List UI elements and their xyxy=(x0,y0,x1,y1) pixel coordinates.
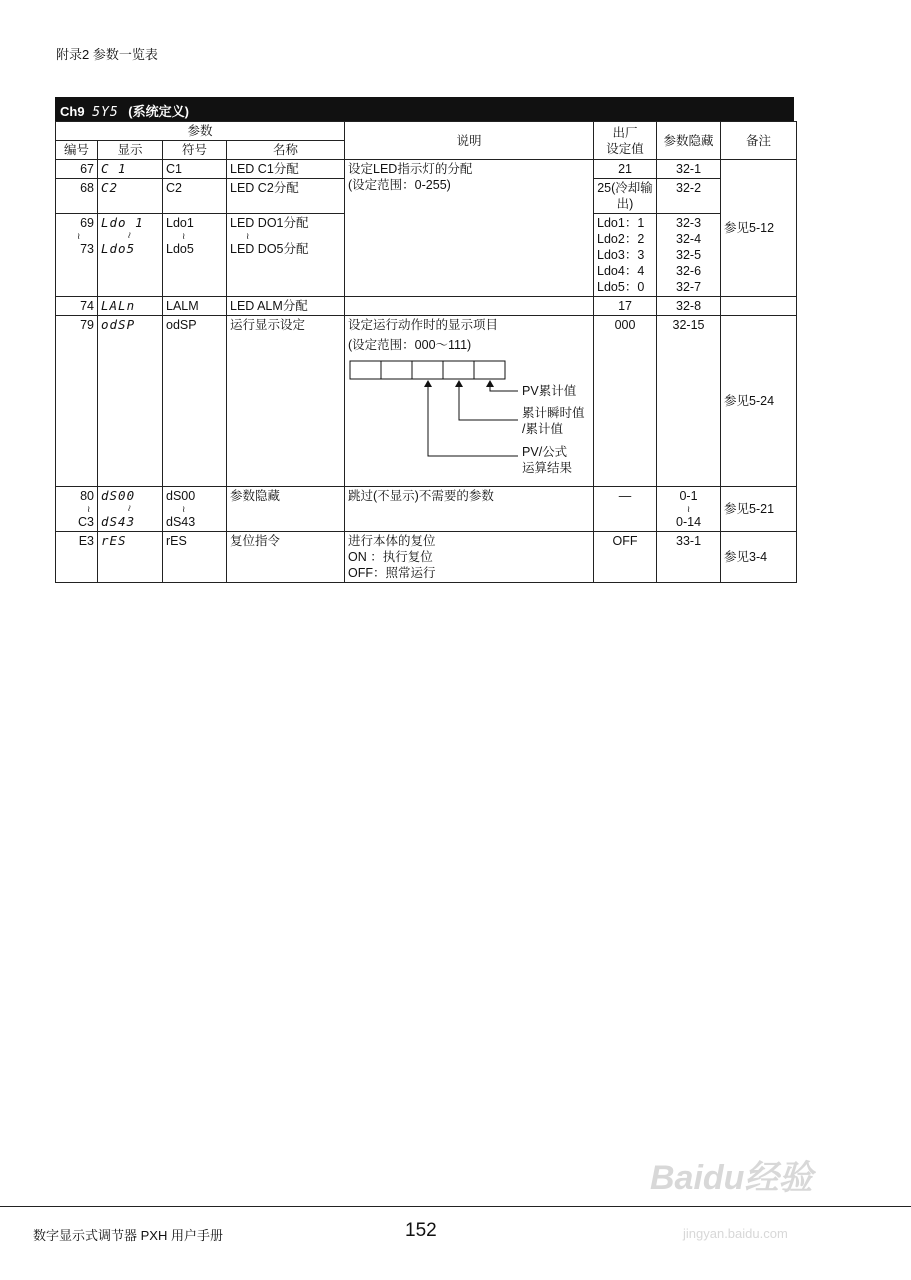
row-number: 68 xyxy=(56,179,98,214)
row-display: rES xyxy=(98,532,163,583)
row-hidden: 32-1 xyxy=(657,160,721,179)
col-default-header xyxy=(594,122,657,160)
row-number-end: 73 xyxy=(80,242,94,256)
range-tilde: ≀ xyxy=(686,504,691,514)
row-symbol xyxy=(163,214,227,297)
row-number: 74 xyxy=(56,297,98,316)
row-description xyxy=(345,532,594,583)
col-name-header: 名称 xyxy=(227,141,345,160)
odsp-desc-line2: (设定范围：000～111) xyxy=(348,338,472,352)
row-default: 21 xyxy=(594,160,657,179)
row-number xyxy=(56,214,98,297)
table-row xyxy=(56,316,797,487)
row-description: 跳过(不显示)不需要的参数 xyxy=(345,487,594,532)
row-hidden xyxy=(657,487,721,532)
row-symbol: rES xyxy=(163,532,227,583)
ldo-default: Ldo1：1 xyxy=(597,216,645,230)
row-hidden: 33-1 xyxy=(657,532,721,583)
table-row xyxy=(56,532,797,583)
table-row xyxy=(56,297,797,316)
chapter-title-bar xyxy=(55,97,794,121)
row-hidden: 32-8 xyxy=(657,297,721,316)
table-header-row-1 xyxy=(56,122,797,141)
row-symbol: C1 xyxy=(163,160,227,179)
range-tilde: ≀ xyxy=(246,231,250,241)
row-default xyxy=(594,214,657,297)
row-hidden-start: 0-1 xyxy=(679,489,698,503)
row-name: 复位指令 xyxy=(227,532,345,583)
row-name: LED C1分配 xyxy=(227,160,345,179)
ldo-hidden: 32-4 xyxy=(676,232,702,246)
row-display: C2 xyxy=(98,179,163,214)
range-tilde: ≀ xyxy=(182,231,186,241)
row-number-start: 80 xyxy=(80,489,94,503)
row-display-start: dS00 xyxy=(101,488,136,503)
row-symbol-end: dS43 xyxy=(166,515,196,529)
ldo-hidden: 32-3 xyxy=(676,216,702,230)
reset-desc-line2: ON ：执行复位 xyxy=(348,550,433,564)
ldo-hidden: 32-7 xyxy=(676,280,702,294)
ldo-default: Ldo4：4 xyxy=(597,264,645,278)
row-note: 参见5-21 xyxy=(721,487,797,532)
label-pv-total: PV累计值 xyxy=(522,384,577,398)
row-display-end: dS43 xyxy=(101,514,136,529)
chapter-label: Ch9 xyxy=(60,104,85,119)
row-default: 17 xyxy=(594,297,657,316)
row-symbol-start: dS00 xyxy=(166,489,196,503)
row-name: 参数隐藏 xyxy=(227,487,345,532)
label-pv-formula-1: PV/公式 xyxy=(522,445,568,459)
label-instant-total-2: /累计值 xyxy=(522,422,563,436)
row-display xyxy=(98,487,163,532)
ldo-hidden: 32-6 xyxy=(676,264,702,278)
row-note xyxy=(721,297,797,316)
row-number-start: 69 xyxy=(80,216,94,230)
row-symbol-start: Ldo1 xyxy=(166,216,194,230)
range-tilde: ≀ xyxy=(87,504,91,514)
range-tilde: ≀ xyxy=(182,504,186,514)
col-no-header: 编号 xyxy=(56,141,98,160)
col-desc-header: 说明 xyxy=(345,122,594,160)
label-pv-formula-2: 运算结果 xyxy=(522,461,573,475)
col-display-header: 显示 xyxy=(98,141,163,160)
row-note: 参见3-4 xyxy=(721,532,797,583)
ldo-default: Ldo2：2 xyxy=(597,232,645,246)
row-default: — xyxy=(594,487,657,532)
reset-desc-line1: 进行本体的复位 xyxy=(348,534,436,548)
led-desc-line2: (设定范围：0-255) xyxy=(348,178,451,192)
page-header: 附录2 参数一览表 xyxy=(56,47,158,62)
range-tilde: ≀ xyxy=(127,231,132,241)
led-desc-line1: 设定LED指示灯的分配 xyxy=(348,162,473,176)
ldo-hidden: 32-5 xyxy=(676,248,702,262)
col-notes-header: 备注 xyxy=(721,122,797,160)
row-default: 25(冷却输出) xyxy=(594,179,657,214)
col-hidden-header: 参数隐藏 xyxy=(657,122,721,160)
row-default: 000 xyxy=(594,316,657,487)
row-display: odSP xyxy=(98,316,163,487)
col-symbol-header: 符号 xyxy=(163,141,227,160)
footer-divider xyxy=(0,1206,911,1207)
row-symbol xyxy=(163,487,227,532)
ldo-default: Ldo5：0 xyxy=(597,280,645,294)
row-name-end: LED DO5分配 xyxy=(230,242,309,256)
row-description xyxy=(345,160,594,297)
parameter-table xyxy=(55,121,797,583)
row-description xyxy=(345,316,594,487)
page-number: 152 xyxy=(405,1220,437,1241)
row-hidden: 32-2 xyxy=(657,179,721,214)
row-hidden xyxy=(657,214,721,297)
table-row xyxy=(56,487,797,532)
footer-title: 数字显示式调节器 PXH 用户手册 xyxy=(33,1228,223,1243)
row-note: 参见5-24 xyxy=(721,316,797,487)
reset-desc-line3: OFF：照常运行 xyxy=(348,566,436,580)
label-instant-total-1: 累计瞬时值 xyxy=(522,406,585,420)
row-display-start: Ldo 1 xyxy=(101,215,144,230)
watermark-logo: Baidu经验 xyxy=(650,1159,813,1197)
row-number: 67 xyxy=(56,160,98,179)
display-digit-diagram xyxy=(348,357,588,485)
chapter-name: (系统定义) xyxy=(128,104,189,119)
col-default-header-line1: 出厂 xyxy=(612,125,638,140)
range-tilde: ≀ xyxy=(77,231,81,241)
col-default-header-line2: 设定值 xyxy=(606,141,644,156)
row-name xyxy=(227,214,345,297)
row-symbol-end: Ldo5 xyxy=(166,242,194,256)
ldo-default: Ldo3：3 xyxy=(597,248,645,262)
row-note: 参见5-12 xyxy=(721,160,797,297)
param-group-header: 参数 xyxy=(56,122,345,141)
watermark-url: jingyan.baidu.com xyxy=(683,1226,788,1241)
row-display-end: Ldo5 xyxy=(101,241,136,256)
row-number-end: C3 xyxy=(78,515,94,529)
row-hidden-end: 0-14 xyxy=(676,515,702,529)
row-symbol: C2 xyxy=(163,179,227,214)
row-name: LED C2分配 xyxy=(227,179,345,214)
row-number xyxy=(56,487,98,532)
row-hidden: 32-15 xyxy=(657,316,721,487)
row-name-start: LED DO1分配 xyxy=(230,216,309,230)
row-display: C 1 xyxy=(98,160,163,179)
odsp-desc-line1: 设定运行动作时的显示项目 xyxy=(348,318,499,332)
row-symbol: odSP xyxy=(163,316,227,487)
row-number: E3 xyxy=(56,532,98,583)
row-default: OFF xyxy=(594,532,657,583)
row-display: LALn xyxy=(98,297,163,316)
row-name: 运行显示设定 xyxy=(227,316,345,487)
table-row xyxy=(56,160,797,179)
chapter-code: 5Y5 xyxy=(92,105,119,120)
row-number: 79 xyxy=(56,316,98,487)
range-tilde: ≀ xyxy=(127,504,132,514)
row-description xyxy=(345,297,594,316)
row-display xyxy=(98,214,163,297)
row-symbol: LALM xyxy=(163,297,227,316)
row-name: LED ALM分配 xyxy=(227,297,345,316)
